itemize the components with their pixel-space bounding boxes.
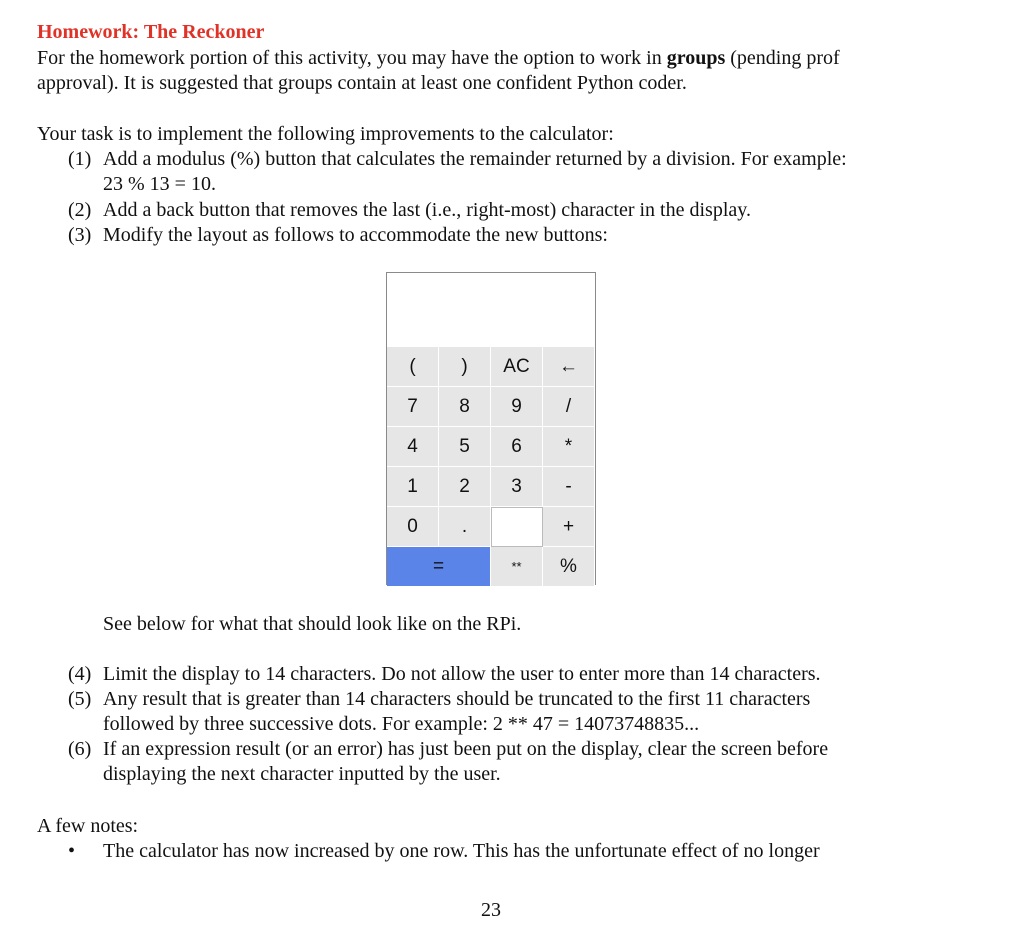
digit-5-button[interactable]: 5 xyxy=(439,427,491,467)
digit-6-button[interactable]: 6 xyxy=(491,427,543,467)
notes-title: A few notes: xyxy=(37,815,139,837)
digit-4-button[interactable]: 4 xyxy=(387,427,439,467)
item-6-continuation: displaying the next character inputted by the user. xyxy=(103,763,501,785)
see-below-text: See below for what that should look like on the RPi. xyxy=(103,613,522,635)
calculator-keypad xyxy=(387,347,595,587)
item-2-text: Add a back button that removes the last (i.e., right-most) character in the display. xyxy=(103,199,751,221)
exponent-button[interactable]: ** xyxy=(491,547,543,587)
intro-line-1: For the homework portion of this activity, you may have the option to work in groups (pending prof xyxy=(37,47,840,69)
item-5-text: Any result that is greater than 14 characters should be truncated to the first 11 characters xyxy=(103,688,811,710)
item-5-example: followed by three successive dots. For example: 2 ** 47 = 14073748835... xyxy=(103,713,700,735)
page-number: 23 xyxy=(481,899,501,921)
all-clear-button[interactable]: AC xyxy=(491,347,543,387)
digit-3-button[interactable]: 3 xyxy=(491,467,543,507)
item-4-number: (4) xyxy=(68,663,92,685)
digit-8-button[interactable]: 8 xyxy=(439,387,491,427)
intro-line-2: approval). It is suggested that groups contain at least one confident Python coder. xyxy=(37,72,687,94)
divide-button[interactable]: / xyxy=(543,387,595,427)
keypad-row-2 xyxy=(387,387,595,427)
item-6-text: If an expression result (or an error) has just been put on the display, clear the screen before xyxy=(103,738,829,760)
keypad-row-3 xyxy=(387,427,595,467)
digit-2-button[interactable]: 2 xyxy=(439,467,491,507)
item-1-text: Add a modulus (%) button that calculates the remainder returned by a division. For example: xyxy=(103,148,847,170)
item-3-text: Modify the layout as follows to accommodate the new buttons: xyxy=(103,224,608,246)
homework-heading: Homework: The Reckoner xyxy=(37,21,265,43)
note-1-text: The calculator has now increased by one row. This has the unfortunate effect of no longer xyxy=(103,840,820,862)
add-button[interactable]: + xyxy=(543,507,595,547)
item-5-number: (5) xyxy=(68,688,92,710)
keypad-row-4 xyxy=(387,467,595,507)
keypad-row-6 xyxy=(387,547,595,587)
digit-7-button[interactable]: 7 xyxy=(387,387,439,427)
item-1-number: (1) xyxy=(68,148,92,170)
equals-button[interactable]: = xyxy=(387,547,491,587)
back-arrow-button[interactable]: ← xyxy=(543,347,595,387)
item-4-text: Limit the display to 14 characters. Do not allow the user to enter more than 14 characters. xyxy=(103,663,821,685)
modulus-button[interactable]: % xyxy=(543,547,595,587)
calculator-display xyxy=(387,273,595,347)
digit-1-button[interactable]: 1 xyxy=(387,467,439,507)
item-6-number: (6) xyxy=(68,738,92,760)
groups-bold-text: groups xyxy=(666,47,726,69)
item-3-number: (3) xyxy=(68,224,92,246)
item-2-number: (2) xyxy=(68,199,92,221)
note-bullet: • xyxy=(68,840,76,862)
open-paren-button[interactable]: ( xyxy=(387,347,439,387)
digit-0-button[interactable]: 0 xyxy=(387,507,439,547)
multiply-button[interactable]: * xyxy=(543,427,595,467)
item-1-example: 23 % 13 = 10. xyxy=(103,173,216,195)
digit-9-button[interactable]: 9 xyxy=(491,387,543,427)
calculator-mockup xyxy=(386,272,596,585)
blank-key xyxy=(491,507,543,547)
subtract-button[interactable]: - xyxy=(543,467,595,507)
decimal-point-button[interactable]: . xyxy=(439,507,491,547)
task-intro: Your task is to implement the following improvements to the calculator: xyxy=(37,123,614,145)
keypad-row-1 xyxy=(387,347,595,387)
close-paren-button[interactable]: ) xyxy=(439,347,491,387)
keypad-row-5 xyxy=(387,507,595,547)
